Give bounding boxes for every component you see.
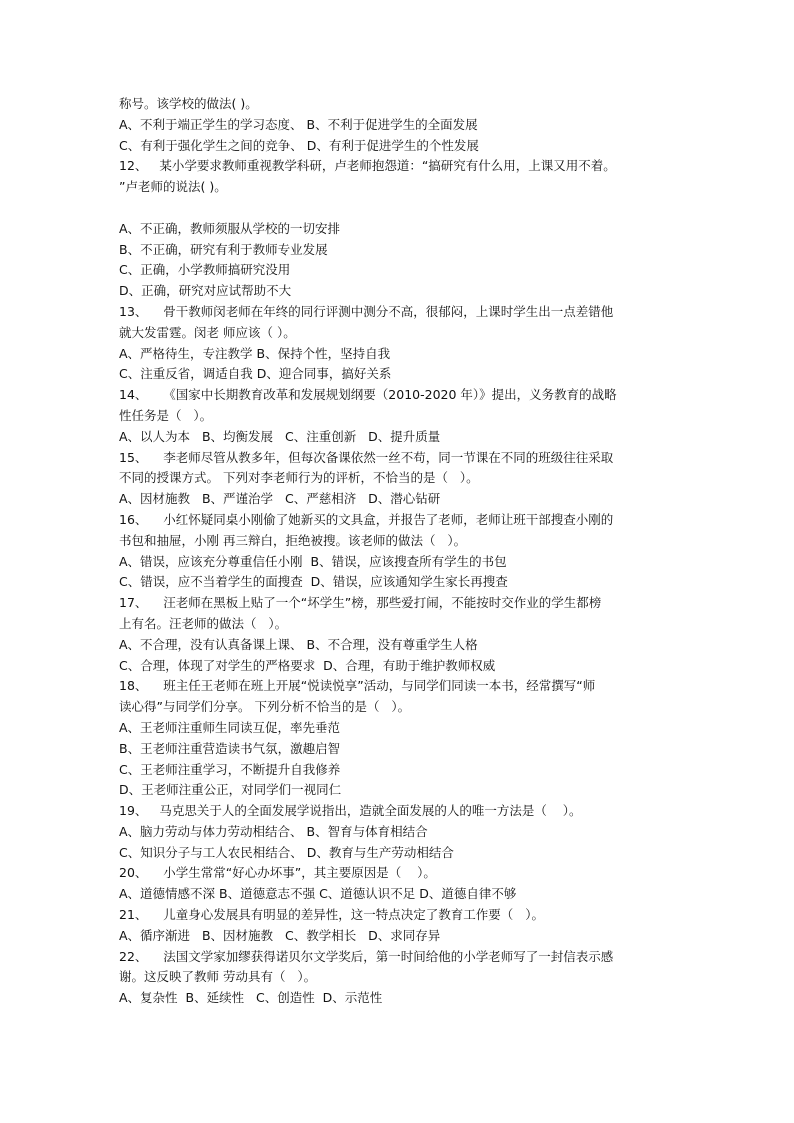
text-line: B、不正确，研究有利于教师专业发展 (119, 241, 328, 257)
text-line: C、合理，体现了对学生的严格要求 D、合理，有助于维护教师权威 (119, 657, 496, 673)
text-line: A、因材施教 B、严谨治学 C、严慈相济 D、潜心钻研 (119, 491, 441, 507)
text-line: A、道德情感不深 B、道德意志不强 C、道德认识不足 D、道德自律不够 (119, 886, 517, 902)
text-line: B、王老师注重营造读书气氛，激趣启智 (119, 740, 341, 756)
text-line: C、王老师注重学习，不断提升自我修养 (119, 761, 341, 777)
text-line: 谢。这反映了教师 劳动具有（ ）。 (119, 969, 317, 985)
text-line: 16、 小红怀疑同桌小刚偷了她新买的文具盒，并报告了老师，老师让班干部搜查小刚的 (119, 511, 614, 527)
text-line: 15、 李老师尽管从教多年，但每次备课依然一丝不苟，同一节课在不同的班级往往采取 (119, 449, 614, 465)
text-line: 17、 汪老师在黑板上贴了一个“坏学生”榜，那些爱打闹，不能按时交作业的学生都榜 (119, 595, 602, 611)
text-line: A、脑力劳动与体力劳动相结合、 B、智育与体育相结合 (119, 823, 428, 839)
text-line: A、复杂性 B、延续性 C、创造性 D、示范性 (119, 990, 383, 1006)
text-line: ”卢老师的说法( )。 (119, 179, 227, 195)
text-line: 18、 班主任王老师在班上开展“悦读悦享”活动，与同学们同读一本书，经常撰写“师 (119, 678, 596, 694)
text-line: A、以人为本 B、均衡发展 C、注重创新 D、提升质量 (119, 428, 441, 444)
text-line: 13、 骨干教师闵老师在年终的同行评测中测分不高，很郁闷，上课时学生出一点差错他 (119, 303, 614, 319)
text-line: A、错误，应该充分尊重信任小刚 B、错误，应该搜查所有学生的书包 (119, 553, 507, 569)
text-line: D、正确，研究对应试帮助不大 (119, 283, 292, 299)
text-line: 读心得”与同学们分享。 下列分析不恰当的是（ ）。 (119, 699, 411, 715)
text-line: 22、 法国文学家加缪获得诺贝尔文学奖后，第一时间给他的小学老师写了一封信表示感 (119, 948, 614, 964)
text-line: 12、 某小学要求教师重视教学科研，卢老师抱怨道：“搞研究有什么用，上课又用不着。 (119, 158, 616, 174)
text-line: A、不正确，教师须服从学校的一切安排 (119, 220, 341, 236)
text-line: A、不合理，没有认真备课上课、 B、不合理，没有尊重学生人格 (119, 636, 478, 652)
text-line: A、严格待生，专注教学 B、保持个性，坚持自我 (119, 345, 391, 361)
text-line: 14、 《国家中长期教育改革和发展规划纲要（2010-2020 年）》提出，义务教育的战略 (119, 387, 617, 403)
text-line: C、错误，应不当着学生的面搜查 D、错误，应该通知学生家长再搜查 (119, 574, 508, 590)
blank-line (119, 198, 679, 219)
text-line: A、王老师注重师生同读互促，率先垂范 (119, 719, 341, 735)
text-line: C、知识分子与工人农民相结合、 D、教育与生产劳动相结合 (119, 844, 454, 860)
text-line: 性任务是（ ）。 (119, 407, 213, 423)
text-line: C、有利于强化学生之间的竞争、 D、有利于促进学生的个性发展 (119, 137, 479, 153)
text-line: 21、 儿童身心发展具有明显的差异性，这一特点决定了教育工作要（ ）。 (119, 907, 544, 923)
text-line: A、循序渐进 B、因材施教 C、教学相长 D、求同存异 (119, 927, 441, 943)
text-line: 就大发雷霆。闵老 师应该（ ）。 (119, 324, 296, 340)
text-line: 20、 小学生常常“好心办坏事”，其主要原因是（ ）。 (119, 865, 436, 881)
document-page (119, 94, 679, 1009)
text-line: A、不利于端正学生的学习态度、 B、不利于促进学生的全面发展 (119, 116, 478, 132)
text-line: D、王老师注重公正，对同学们一视同仁 (119, 782, 342, 798)
text-line: 称号。该学校的做法( )。 (119, 96, 258, 111)
text-line: 上有名。汪老师的做法（ ）。 (119, 615, 288, 631)
text-line: 书包和抽屉，小刚 再三辩白，拒绝被搜。该老师的做法（ ）。 (119, 532, 467, 548)
text-line: 19、 马克思关于人的全面发展学说指出，造就全面发展的人的唯一方法是（ ）。 (119, 803, 582, 819)
text-line: C、注重反省，调适自我 D、迎合同事，搞好关系 (119, 366, 392, 382)
text-line: 不同的授课方式。 下列对李老师行为的评析，不恰当的是（ ）。 (119, 470, 479, 486)
text-line: C、正确，小学教师搞研究没用 (119, 262, 291, 278)
